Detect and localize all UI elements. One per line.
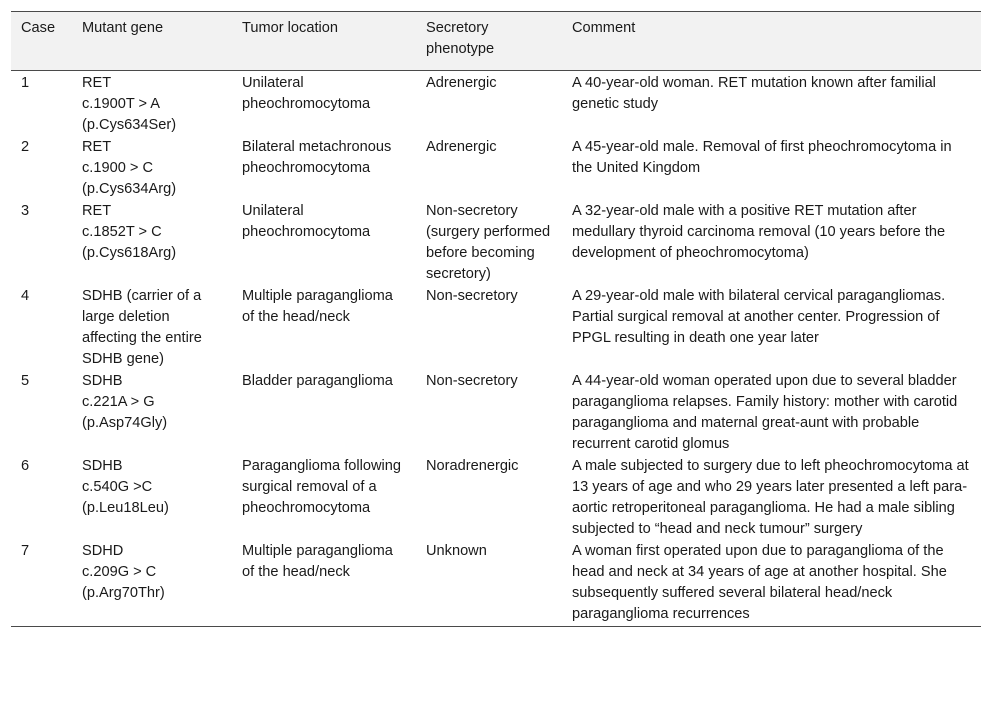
table-body <box>11 71 981 627</box>
header-mutant-gene: Mutant gene <box>72 12 232 71</box>
cell-mutant-gene: RET c.1852T > C (p.Cys618Arg) <box>82 203 177 261</box>
table-row <box>11 540 981 627</box>
table-container <box>11 11 981 627</box>
header-secretory-phenotype: Secretory phenotype <box>416 12 562 71</box>
mutation-table <box>11 11 981 627</box>
cell-case: 6 <box>21 458 30 474</box>
cell-secretory-phenotype: Noradrenergic <box>426 458 519 474</box>
cell-comment: A woman first operated upon due to paraganglioma of the head and neck at 34 years of age at another hospital. She subsequently suffered several bilateral head/neck paraganglioma recurrences <box>562 540 981 627</box>
cell-comment: A 32-year-old male with a positive RET mutation after medullary thyroid carcinoma removal (10 years before the development of pheochromocytoma) <box>572 203 946 261</box>
cell-mutant-gene: SDHB c.540G >C (p.Leu18Leu) <box>82 458 169 516</box>
cell-tumor-location: Paraganglioma following surgical removal of a pheochromocytoma <box>242 458 402 516</box>
cell-tumor-location: Multiple paraganglioma of the head/neck <box>232 540 416 627</box>
table-row <box>11 285 981 370</box>
cell-mutant-gene: SDHB c.221A > G (p.Asp74Gly) <box>82 373 168 431</box>
header-tumor-location: Tumor location <box>232 12 416 71</box>
cell-secretory-phenotype: Adrenergic <box>426 75 497 91</box>
cell-tumor-location: Multiple paraganglioma of the head/neck <box>242 288 393 325</box>
cell-tumor-location: Unilateral pheochromocytoma <box>242 75 371 112</box>
cell-comment: A 40-year-old woman. RET mutation known after familial genetic study <box>572 75 936 112</box>
cell-secretory-phenotype: Non-secretory (surgery performed before becoming secretory) <box>426 203 551 282</box>
cell-mutant-gene: SDHD c.209G > C (p.Arg70Thr) <box>72 540 232 627</box>
table-row <box>11 370 981 455</box>
cell-secretory-phenotype: Unknown <box>416 540 562 627</box>
table-header <box>11 12 981 71</box>
cell-tumor-location: Bladder paraganglioma <box>242 373 393 389</box>
table-row <box>11 136 981 200</box>
cell-case: 2 <box>21 139 30 155</box>
table-row <box>11 455 981 540</box>
header-comment: Comment <box>562 12 981 71</box>
table-row <box>11 71 981 137</box>
cell-mutant-gene: RET c.1900T > A (p.Cys634Ser) <box>82 75 177 133</box>
cell-case: 5 <box>21 373 30 389</box>
cell-secretory-phenotype: Non-secretory <box>426 288 518 304</box>
cell-tumor-location: Unilateral pheochromocytoma <box>242 203 371 240</box>
cell-mutant-gene: SDHB (carrier of a large deletion affecting the entire SDHB gene) <box>82 288 202 367</box>
cell-secretory-phenotype: Non-secretory <box>426 373 518 389</box>
cell-case: 3 <box>21 203 30 219</box>
cell-case: 1 <box>21 75 30 91</box>
table-row <box>11 200 981 285</box>
cell-comment: A male subjected to surgery due to left pheochromocytoma at 13 years of age and who 29 years later presented a left para-aortic retroperitoneal paraganglioma. He had a male sibling subjected to “head and neck tumour” surgery <box>572 458 969 537</box>
cell-secretory-phenotype: Adrenergic <box>426 139 497 155</box>
cell-tumor-location: Bilateral metachronous pheochromocytoma <box>242 139 392 176</box>
cell-case: 7 <box>11 540 72 627</box>
cell-case: 4 <box>21 288 30 304</box>
cell-comment: A 44-year-old woman operated upon due to several bladder paraganglioma relapses. Family history: mother with carotid paraganglioma and maternal great-aunt with probable recurrent carotid glomus <box>572 373 958 452</box>
header-row <box>11 12 981 71</box>
cell-mutant-gene: RET c.1900 > C (p.Cys634Arg) <box>82 139 177 197</box>
cell-comment: A 45-year-old male. Removal of first pheochromocytoma in the United Kingdom <box>572 139 952 176</box>
header-case: Case <box>11 12 72 71</box>
cell-comment: A 29-year-old male with bilateral cervical paragangliomas. Partial surgical removal at another center. Progression of PPGL resulting in death one year later <box>572 288 946 346</box>
